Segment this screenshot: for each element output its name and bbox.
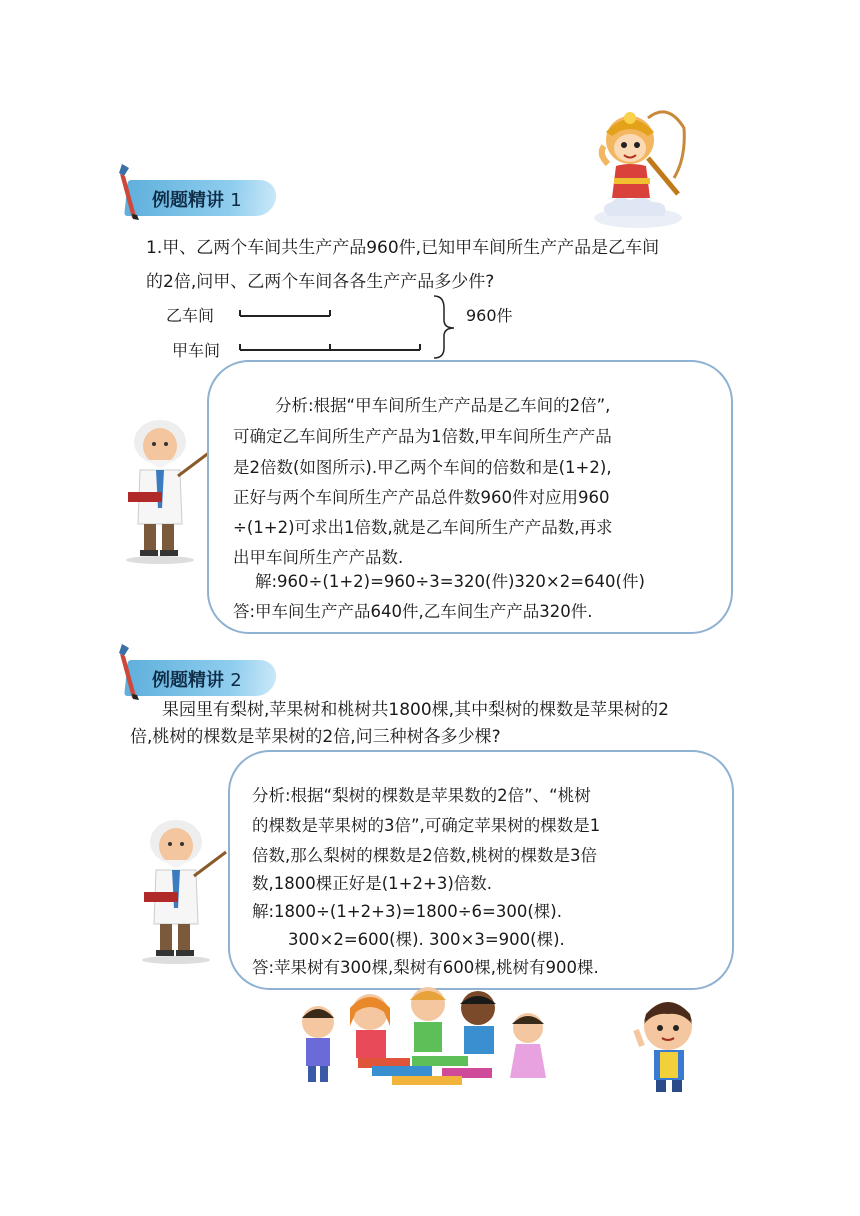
problem-1-line-2: 的2倍,问甲、乙两个车间各各生产产品多少件? [146, 272, 495, 292]
diagram-total: 960件 [466, 306, 513, 325]
section-1-title-number: 1 [230, 190, 242, 211]
section-1-title [152, 186, 242, 212]
monkey-king-illustration [588, 98, 688, 230]
teacher-illustration [120, 412, 216, 564]
section-1-heading [112, 172, 302, 218]
solution-2-line-1: 解:1800÷(1+2+3)=1800÷6=300(棵). [252, 902, 562, 921]
teacher-illustration [136, 812, 232, 964]
solution-1: 解:960÷(1+2)=960÷3=320(件)320×2=640(件) [255, 572, 645, 591]
analysis-box-2 [228, 750, 734, 990]
analysis-box-1 [207, 360, 733, 634]
problem-2-line-1: 果园里有梨树,苹果树和桃树共1800棵,其中梨树的棵数是苹果树的2 [162, 700, 669, 720]
paintbrush-icon [112, 644, 142, 700]
analysis-1-line-3: 是2倍数(如图所示).甲乙两个车间的倍数和是(1+2), [233, 458, 612, 477]
section-2-title-number: 2 [230, 670, 242, 691]
problem-1-line-1: 1.甲、乙两个车间共生产产品960件,已知甲车间所生产产品是乙车间 [146, 238, 660, 258]
diagram-label-yi: 乙车间 [166, 306, 215, 325]
line-segment-diagram [232, 294, 462, 360]
analysis-1-line-6: 出甲车间所生产产品数. [233, 548, 404, 567]
solution-2-line-2: 300×2=600(棵). 300×3=900(棵). [288, 930, 565, 949]
section-2-heading [112, 652, 302, 698]
analysis-2-line-1: 分析:根据“梨树的棵数是苹果数的2倍”、“桃树 [252, 786, 591, 805]
answer-1: 答:甲车间生产产品640件,乙车间生产产品320件. [233, 602, 593, 621]
analysis-2-line-2: 的棵数是苹果树的3倍”,可确定苹果树的棵数是1 [252, 816, 601, 835]
section-2-title-text: 例题精讲 [152, 670, 224, 691]
problem-2-line-2: 倍,桃树的棵数是苹果树的2倍,问三种树各多少棵? [130, 727, 501, 747]
diagram-label-jia: 甲车间 [172, 341, 221, 360]
analysis-1-line-5: ÷(1+2)可求出1倍数,就是乙车间所生产产品数,再求 [233, 518, 613, 537]
section-1-title-text: 例题精讲 [152, 190, 224, 211]
analysis-1-line-2: 可确定乙车间所生产产品为1倍数,甲车间所生产产品 [233, 427, 612, 446]
section-2-title [152, 666, 242, 692]
analysis-1-line-1: 分析:根据“甲车间所生产产品是乙车间的2倍”, [275, 396, 611, 415]
analysis-1-line-4: 正好与两个车间所生产产品总件数960件对应用960 [233, 488, 610, 507]
answer-2: 答:苹果树有300棵,梨树有600棵,桃树有900棵. [252, 958, 599, 977]
analysis-2-line-4: 数,1800棵正好是(1+2+3)倍数. [252, 874, 492, 893]
boy-illustration [632, 994, 702, 1098]
paintbrush-icon [112, 164, 142, 220]
analysis-2-line-3: 倍数,那么梨树的棵数是2倍数,桃树的棵数是3倍 [252, 846, 597, 865]
children-reading-illustration [292, 982, 556, 1092]
